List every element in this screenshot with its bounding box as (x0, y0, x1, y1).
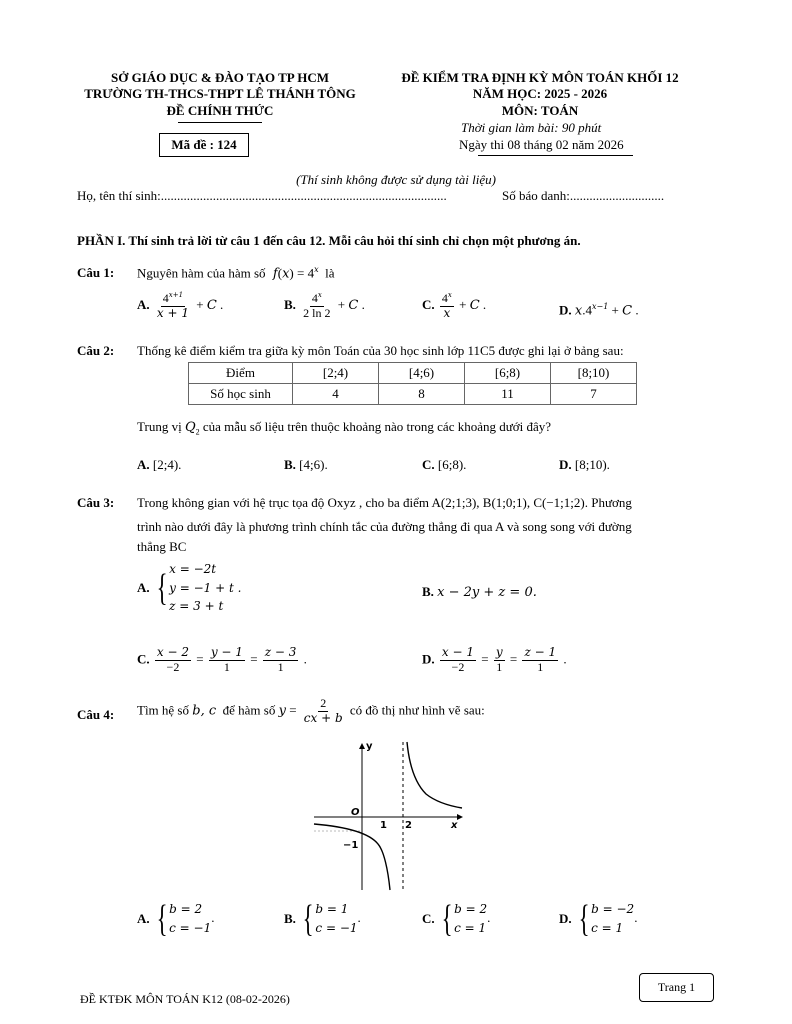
q1-label: Câu 1: (77, 265, 115, 280)
part1-title: PHẦN I. Thí sinh trả lời từ câu 1 đến câu 12. Mỗi câu hỏi thí sinh chỉ chọn một phương án. (77, 233, 581, 248)
q3-line2: trình nào dưới đây là phương trình chính tắc của đường thẳng đi qua A và song song với đường (137, 519, 632, 534)
q4-answer-b[interactable]: B. { b = 1 c = −1 . (284, 898, 361, 940)
q1-answer-c[interactable]: C. $\frac{4^x}{x}$ + C . (422, 291, 487, 320)
q2-label: Câu 2: (77, 343, 115, 358)
score-table (188, 362, 637, 405)
q2-answer-a[interactable]: A. [2;4). (137, 457, 182, 472)
tick-1: 1 (380, 820, 387, 831)
curve-left-branch (314, 824, 390, 890)
table-cell: [6;8) (465, 363, 551, 384)
school-year: NĂM HỌC: 2025 - 2026 (472, 86, 608, 101)
function-graph (310, 738, 470, 893)
school-name: TRƯỜNG TH-THCS-THPT LÊ THÁNH TÔNG (84, 86, 356, 101)
q1-answer-a[interactable]: A. $\frac{4^{x+1}}{x + 1}$ + C . (137, 291, 224, 320)
q4-text: Tìm hệ số b, c để hàm số y = $\frac{2}{cx + b}$ có đồ thị như hình vẽ sau: (137, 696, 485, 725)
q2-answer-c[interactable]: C. [6;8). (422, 457, 467, 472)
q1-text: Nguyên hàm của hàm số $f(x) = 4^x$ là (137, 265, 335, 282)
q3-line3: thẳng BC (137, 539, 187, 554)
table-cell: 8 (379, 384, 465, 405)
q4-label: Câu 4: (77, 707, 115, 722)
q3-answer-a[interactable]: A. { x = −2t y = −1 + t . z = 3 + t (137, 562, 242, 614)
table-cell: 7 (551, 384, 637, 405)
q1-answer-b[interactable]: B. $\frac{4^x}{2 \ln 2}$ + C . (284, 291, 365, 320)
q2-text: Thống kê điểm kiểm tra giữa kỳ môn Toán của 30 học sinh lớp 11C5 được ghi lại ở bảng sau: (137, 343, 624, 358)
q2-answer-d[interactable]: D. [8;10). (559, 457, 610, 472)
q3-answer-d[interactable]: D. $\frac{x - 1}{-2}$ = $\frac{y}{1}$ = $\frac{z - 1}{1}$ . (422, 645, 567, 674)
q3-answer-b[interactable]: B. x − 2y + z = 0. (422, 584, 537, 600)
table-header-count: Số học sinh (189, 384, 293, 405)
table-cell: [2;4) (293, 363, 379, 384)
q3-label: Câu 3: (77, 495, 115, 510)
exam-code-box: Mã đề : 124 (159, 133, 249, 157)
candidate-name-field: Họ, tên thí sinh:........................................................................................ (77, 188, 447, 203)
divider-line (178, 122, 262, 123)
table-header-score: Điểm (189, 363, 293, 384)
exam-title: ĐỀ KIỂM TRA ĐỊNH KỲ MÔN TOÁN KHỐI 12 (401, 70, 679, 85)
date-underline (478, 155, 633, 156)
q2-question: Trung vị $Q_2$ của mẫu số liệu trên thuộc khoảng nào trong các khoảng dưới đây? (137, 419, 552, 437)
table-cell: [8;10) (551, 363, 637, 384)
footer-title: ĐỀ KTĐK MÔN TOÁN K12 (08-02-2026) (80, 992, 290, 1006)
department-name: SỞ GIÁO DỤC & ĐÀO TẠO TP HCM (110, 70, 329, 85)
page-number: Trang 1 (639, 973, 714, 1002)
q4-answer-d[interactable]: D. { b = −2 c = 1 . (559, 898, 638, 940)
table-cell: 4 (293, 384, 379, 405)
tick-minus-1: −1 (343, 840, 359, 851)
exam-date: Ngày thi 08 tháng 02 năm 2026 (459, 137, 624, 152)
curve-right-branch (407, 742, 462, 808)
q3-answer-c[interactable]: C. $\frac{x - 2}{-2}$ = $\frac{y - 1}{1}$ = $\frac{z - 3}{1}$ . (137, 645, 307, 674)
y-label: y (366, 741, 373, 752)
q4-answer-c[interactable]: C. { b = 2 c = 1 . (422, 898, 491, 940)
q1-answer-d[interactable]: D. $x.4^{x-1} + C$ . (559, 302, 639, 319)
exam-duration: Thời gian làm bài: 90 phút (461, 120, 602, 135)
no-materials-note: (Thí sinh không được sử dụng tài liệu) (296, 172, 496, 187)
table-cell: [4;6) (379, 363, 465, 384)
candidate-id-field: Số báo danh:............................. (502, 188, 665, 203)
q2-answer-b[interactable]: B. [4;6). (284, 457, 328, 472)
subject: MÔN: TOÁN (501, 103, 579, 118)
table-row (189, 363, 637, 384)
q4-answer-a[interactable]: A. { b = 2 c = −1 . (137, 898, 215, 940)
table-cell: 11 (465, 384, 551, 405)
official-exam-label: ĐỀ CHÍNH THỨC (166, 103, 274, 118)
table-row (189, 384, 637, 405)
q3-line1: Trong không gian với hệ trục tọa độ Oxyz , cho ba điểm A(2;1;3), B(1;0;1), C(−1;1;2). Phương (137, 495, 632, 510)
x-label: x (451, 820, 458, 831)
tick-2: 2 (405, 820, 412, 831)
origin-label: O (351, 807, 360, 818)
